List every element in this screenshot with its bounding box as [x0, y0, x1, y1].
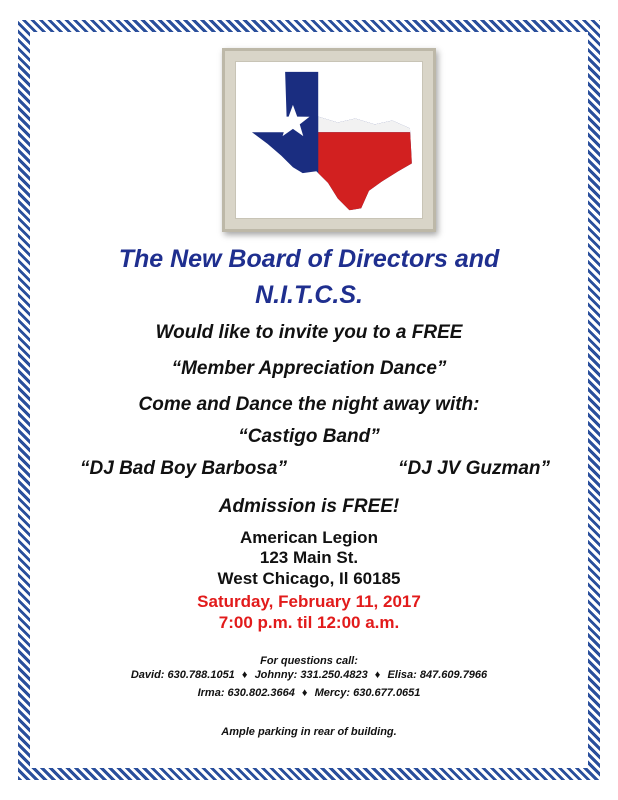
contact-phone: 331.250.4823	[300, 669, 368, 681]
parking-note: Ample parking in rear of building.	[221, 726, 397, 738]
event-date: Saturday, February 11, 2017	[197, 592, 421, 611]
contact-phone: 847.609.7966	[419, 669, 488, 681]
event-time: 7:00 p.m. til 12:00 a.m.	[218, 613, 400, 632]
contact-phone: 630.677.0651	[353, 687, 421, 699]
texas-flag-map-icon	[236, 62, 422, 218]
contacts-row-2	[0, 687, 618, 699]
contacts-header: For questions call:	[260, 655, 358, 667]
texas-flag-map-image	[235, 61, 423, 219]
diamond-separator-icon: ♦	[241, 669, 248, 681]
contact-label: Elisa:	[387, 669, 417, 681]
event-name: “Member Appreciation Dance”	[171, 358, 447, 379]
band-name: “Castigo Band”	[238, 426, 380, 447]
contact-label: Irma:	[197, 687, 225, 699]
contact-label: Johnny:	[254, 669, 298, 681]
invite-line: Would like to invite you to a FREE	[155, 322, 463, 343]
admission-line: Admission is FREE!	[218, 496, 400, 517]
diamond-separator-icon: ♦	[301, 687, 308, 699]
contact-label: David:	[130, 669, 165, 681]
contacts-row-1	[0, 669, 618, 681]
venue-city: West Chicago, Il 60185	[217, 569, 401, 588]
title-line-1: The New Board of Directors and	[118, 245, 500, 273]
diamond-separator-icon: ♦	[374, 669, 381, 681]
picture-frame	[222, 48, 436, 232]
venue-name: American Legion	[240, 528, 378, 547]
title-line-2: N.I.T.C.S.	[255, 281, 363, 309]
dj-right: “DJ JV Guzman”	[398, 458, 551, 479]
venue-street: 123 Main St.	[259, 548, 359, 567]
contact-phone: 630.802.3664	[227, 687, 295, 699]
dance-line: Come and Dance the night away with:	[138, 394, 480, 415]
dj-left: “DJ Bad Boy Barbosa”	[80, 458, 287, 479]
contact-label: Mercy:	[314, 687, 351, 699]
contact-phone: 630.788.1051	[167, 669, 235, 681]
